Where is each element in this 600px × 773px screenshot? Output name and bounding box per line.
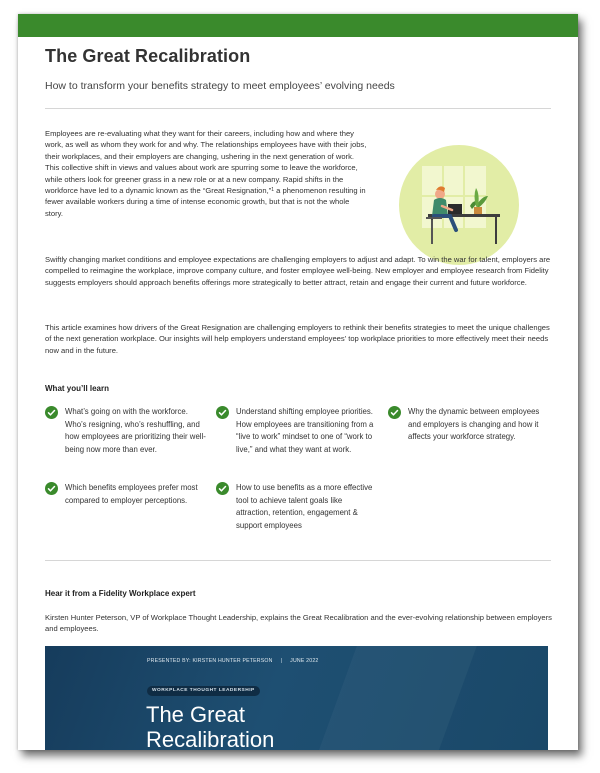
divider bbox=[45, 560, 551, 561]
video-date: JUNE 2022 bbox=[290, 658, 319, 664]
learn-item-text: Which benefits employees prefer most compared to employer perceptions. bbox=[65, 483, 198, 505]
check-circle-icon bbox=[45, 406, 58, 419]
learn-heading: What you’ll learn bbox=[45, 384, 110, 393]
intro-text-before: Employees are re-evaluating what they want for their careers, including how and where they work, as well as whom they work for and why. The relationships employees have with their jobs, their workplaces, and their employers are changing, ushering in the next generation of work. This collective shift in views and values about work are spurring some to leave the workforce, while others look for greener grass in a new role or at a new company. Rapid shifts in the workforce have led to a dynamic known as the “Great Resignation,” bbox=[45, 129, 367, 196]
page-subtitle: How to transform your benefits strategy to meet employees’ evolving needs bbox=[45, 80, 395, 92]
learn-item-text: Why the dynamic between employees and employers is changing and how it affects your workforce strategy. bbox=[408, 407, 540, 442]
expert-heading: Hear it from a Fidelity Workplace expert bbox=[45, 589, 196, 598]
video-tag: WORKPLACE THOUGHT LEADERSHIP bbox=[147, 686, 260, 696]
intro-paragraph bbox=[45, 128, 367, 219]
check-circle-icon bbox=[216, 482, 229, 495]
check-circle-icon bbox=[45, 482, 58, 495]
video-title bbox=[146, 702, 406, 750]
video-separator: | bbox=[280, 658, 283, 664]
intro-text-after: a phenomenon resulting in fewer available workers during a time of intense economic growth, but that is not the whole story. bbox=[45, 186, 366, 218]
remote-worker-illustration bbox=[398, 144, 520, 266]
document-page bbox=[18, 14, 578, 750]
brand-top-bar bbox=[18, 14, 578, 37]
check-circle-icon bbox=[216, 406, 229, 419]
video-player[interactable] bbox=[45, 646, 548, 750]
video-presenter-line bbox=[147, 658, 318, 664]
article-scope-paragraph: This article examines how drivers of the Great Resignation are challenging employers to rethink their benefits strategies to meet the unique challenges of the next generation workplace. Our insights will help employers understand employees’ top workplace priorities to more effectively meet their needs now and in the future. bbox=[45, 323, 550, 355]
expert-paragraph: Kirsten Hunter Peterson, VP of Workplace Thought Leadership, explains the Great Recalibration and the ever-evolving relationship between employers and employees. bbox=[45, 613, 552, 634]
check-circle-icon bbox=[388, 406, 401, 419]
divider bbox=[45, 108, 551, 109]
learn-item-text: How to use benefits as a more effective tool to achieve talent goals like attraction, retention, engagement & support employees bbox=[236, 483, 373, 530]
video-presenter: PRESENTED BY: KIRSTEN HUNTER PETERSON bbox=[147, 658, 273, 664]
learn-item-text: What’s going on with the workforce. Who’s resigning, who’s reshuffling, and how employees are prioritizing their well-being now more than ever. bbox=[65, 407, 206, 454]
footnote-marker[interactable]: 1 bbox=[271, 187, 275, 194]
video-title-line: Recalibration bbox=[146, 727, 275, 750]
market-paragraph: Swiftly changing market conditions and employee expectations are challenging employers to adjust and adapt. To win the war for talent, employers are compelled to reimagine the workplace, improve company culture, and foster employee well-being. New employer and employee research from Fidelity suggests employers should approach benefits offerings more strategically to better attract, retain and engage their current and future workforce. bbox=[45, 255, 551, 287]
video-title-line: The Great bbox=[146, 702, 246, 727]
learn-item-text: Understand shifting employee priorities. How employees are transitioning from a “live to work” mindset to one of “work to live,” and what they want at work. bbox=[236, 407, 374, 454]
page-title: The Great Recalibration bbox=[45, 46, 251, 66]
